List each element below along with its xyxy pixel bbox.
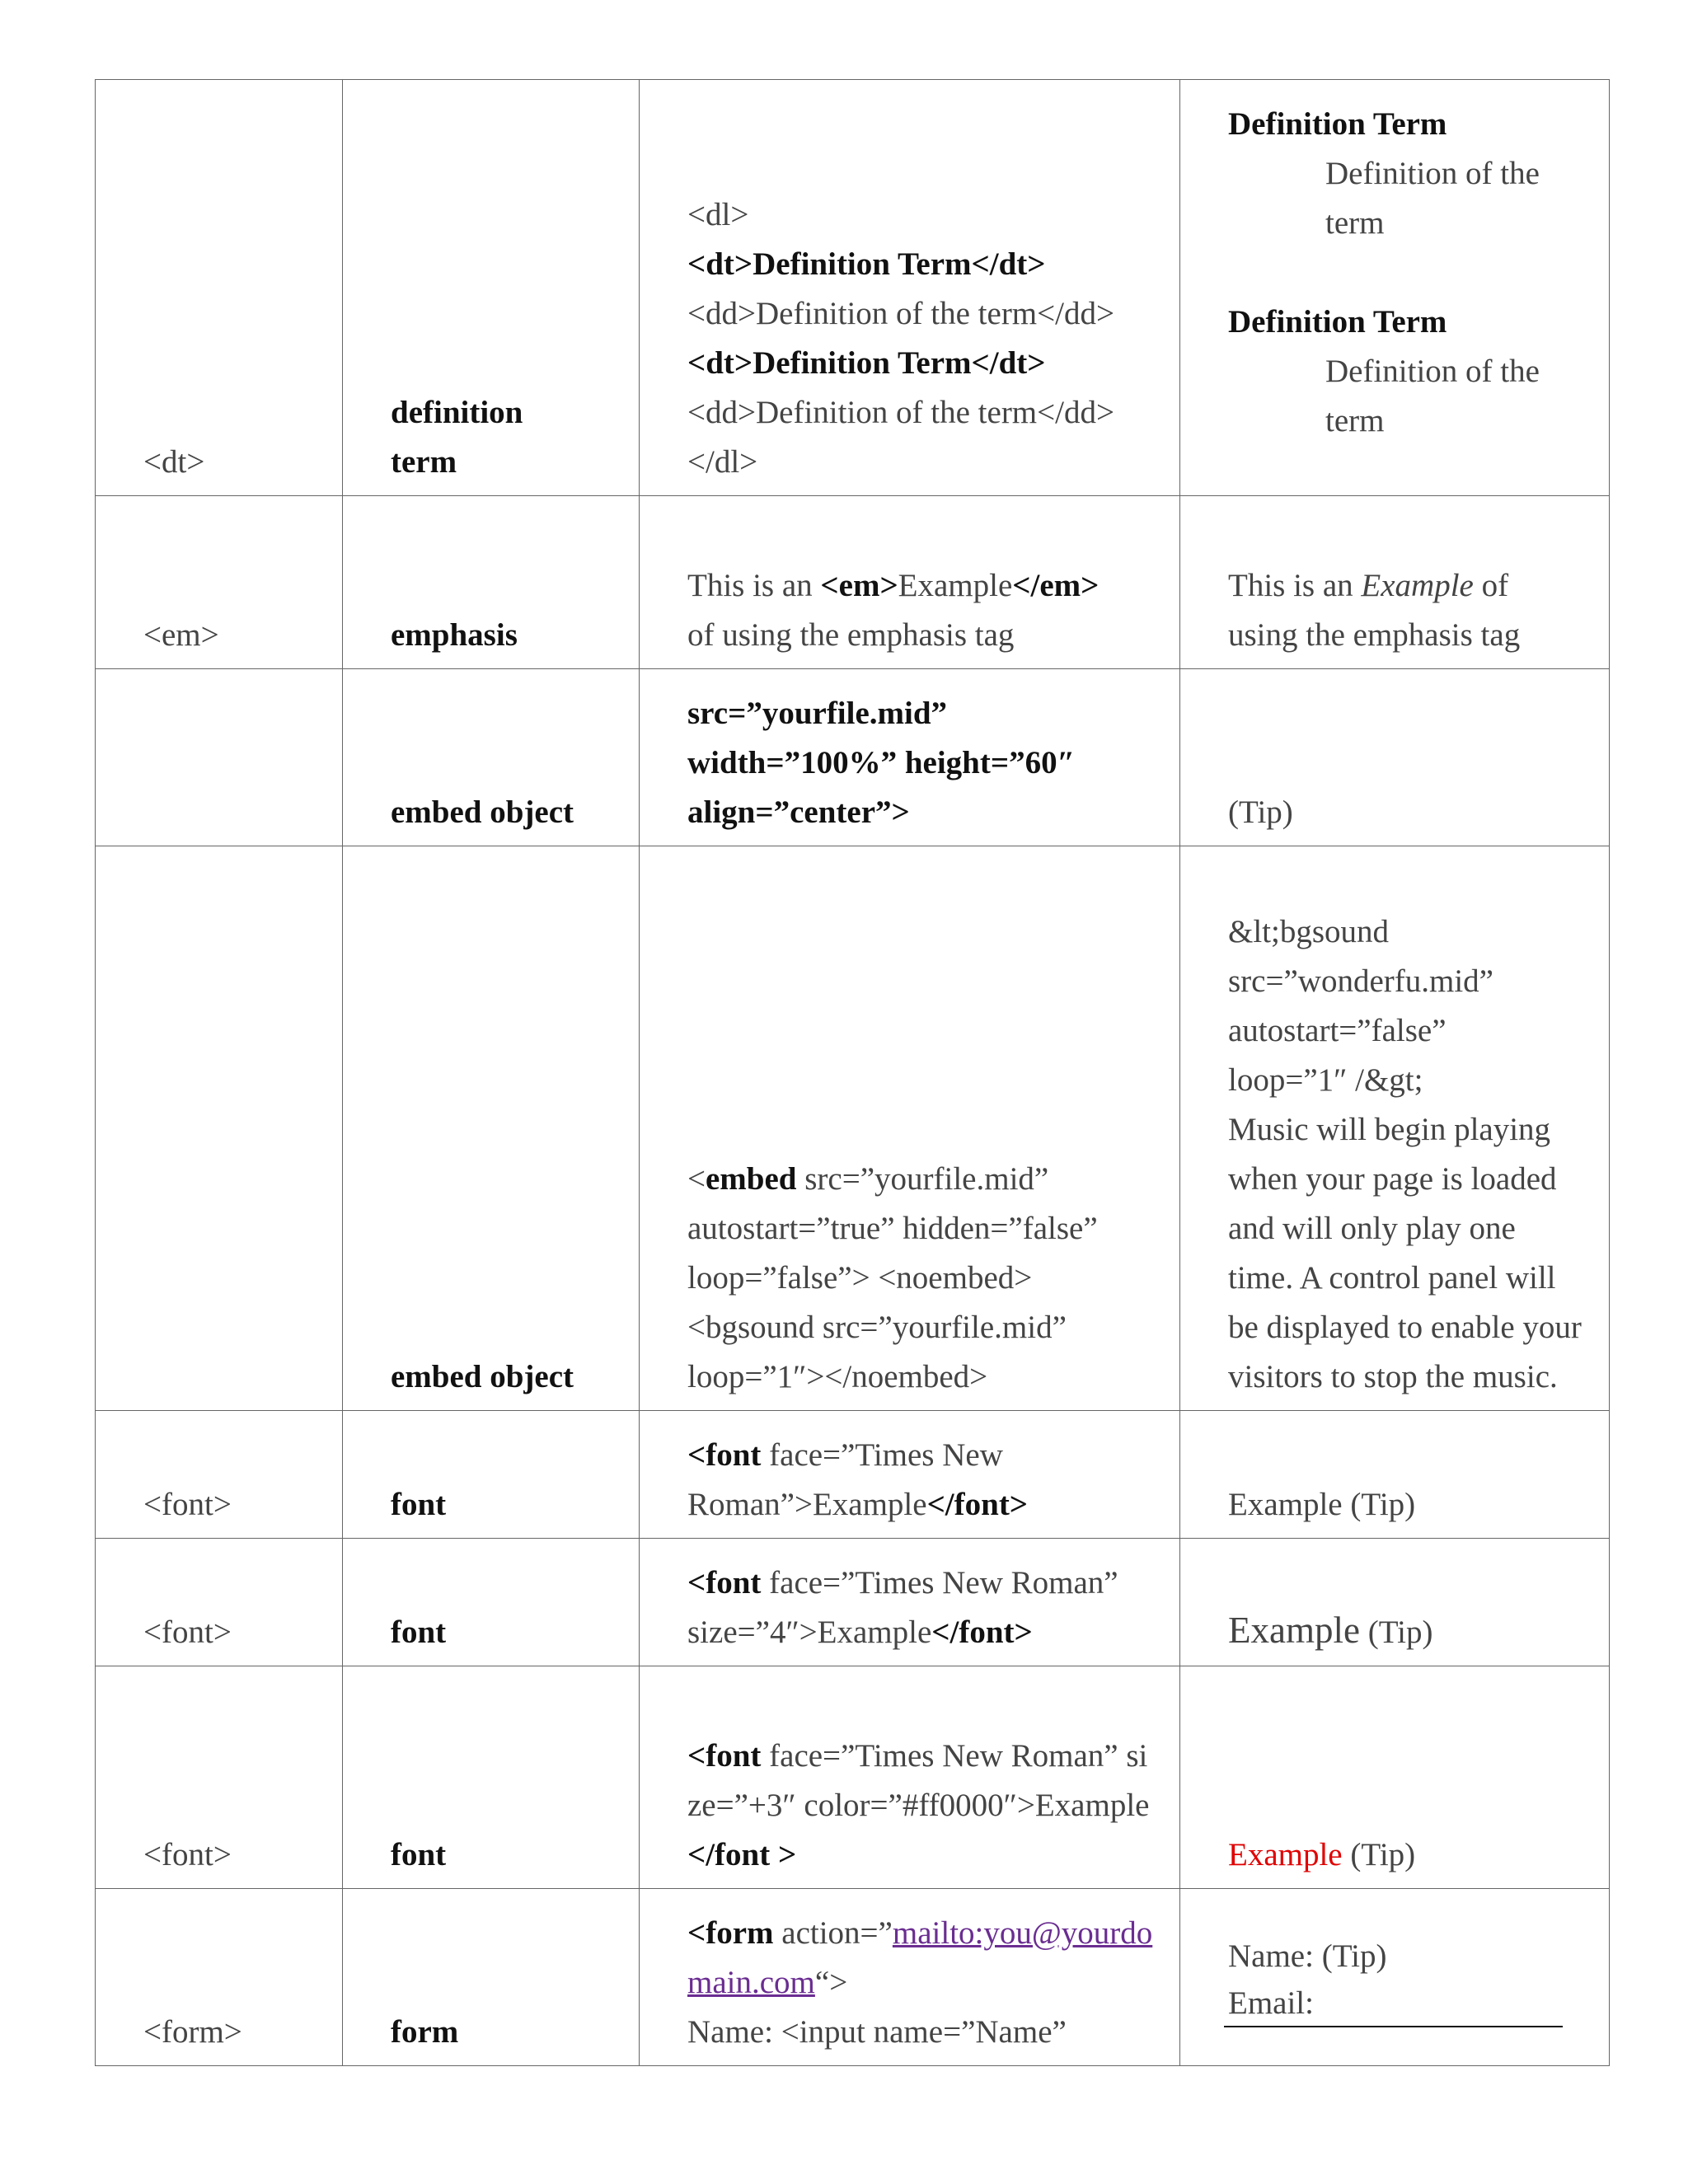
tag-cell bbox=[96, 846, 343, 1411]
code-cell bbox=[640, 1889, 1180, 2066]
form-email-label: Email: bbox=[1228, 1985, 1314, 2021]
code-open-tag: <em> bbox=[820, 568, 898, 603]
code-text: src=”yourfile.mid” autostart=”true” hidden=”false” loop=”false”> <noembed><bgsound src=”yourfile.mid” loop=”1″></noembed> bbox=[687, 1161, 1098, 1394]
code-line: </dl> bbox=[687, 444, 758, 480]
tag-cell: <dt> bbox=[96, 80, 343, 496]
name-cell: embed object bbox=[343, 846, 640, 1411]
name-cell: emphasis bbox=[343, 496, 640, 669]
code-open-tag: <font bbox=[687, 1437, 762, 1473]
code-text: action=” bbox=[773, 1915, 893, 1951]
result-cell bbox=[1180, 496, 1610, 669]
code-cell bbox=[640, 496, 1180, 669]
code-line: <dt>Definition Term</dt> bbox=[687, 345, 1046, 381]
code-text: face=”Times New Roman” size=”+3″ color=”#ff0000″>Example bbox=[687, 1738, 1150, 1823]
table-row bbox=[96, 1889, 1610, 2066]
definition-term: Definition Term bbox=[1228, 106, 1447, 142]
name-cell: definition term bbox=[343, 80, 640, 496]
table-row bbox=[96, 669, 1610, 846]
result-line: autostart=”false” bbox=[1228, 1013, 1447, 1048]
tip-link[interactable]: (Tip) bbox=[1342, 1837, 1416, 1872]
code-text: < bbox=[687, 1161, 706, 1197]
name-cell: form bbox=[343, 1889, 640, 2066]
tag-cell bbox=[96, 669, 343, 846]
code-cell bbox=[640, 80, 1180, 496]
result-cell bbox=[1180, 1411, 1610, 1539]
result-text: of using the emphasis tag bbox=[1228, 568, 1521, 653]
code-line: <dl> bbox=[687, 197, 749, 232]
tag-cell: <form> bbox=[96, 1889, 343, 2066]
tag-cell: <em> bbox=[96, 496, 343, 669]
code-line: width=”100%” height=”60″ bbox=[687, 745, 1076, 780]
table-row bbox=[96, 846, 1610, 1411]
code-text: face=”Times New Roman” size=”4″>Example bbox=[687, 1565, 1118, 1650]
table-row bbox=[96, 1539, 1610, 1666]
code-line: align=”center”> bbox=[687, 794, 910, 830]
html-tag-reference-table bbox=[95, 79, 1610, 2066]
definition-description: Definition of the term bbox=[1325, 156, 1540, 241]
font-example: Example bbox=[1228, 1610, 1360, 1651]
code-close-tag: </font> bbox=[926, 1487, 1029, 1522]
result-line: &lt;bgsound bbox=[1228, 914, 1390, 949]
code-line: Name: <input name=”Name” bbox=[687, 2014, 1067, 2050]
code-text: “> bbox=[814, 1965, 848, 2000]
result-cell bbox=[1180, 1889, 1610, 2066]
mailto-link[interactable]: mailto:you@yourdomain.com bbox=[687, 1915, 1153, 2000]
code-cell bbox=[640, 1666, 1180, 1889]
table-row bbox=[96, 496, 1610, 669]
tip-link[interactable]: (Tip) bbox=[1342, 1487, 1416, 1522]
table-row bbox=[96, 1666, 1610, 1889]
result-cell bbox=[1180, 846, 1610, 1411]
code-close-tag: </font> bbox=[931, 1615, 1033, 1650]
code-open-tag: <font bbox=[687, 1738, 762, 1774]
code-open-tag: <font bbox=[687, 1565, 762, 1601]
tag-cell: <font> bbox=[96, 1539, 343, 1666]
result-emphasis: Example bbox=[1361, 568, 1474, 603]
code-cell bbox=[640, 669, 1180, 846]
code-text: of using the emphasis tag bbox=[687, 617, 1015, 653]
code-line: <dd>Definition of the term</dd> bbox=[687, 296, 1114, 331]
code-keyword: embed bbox=[706, 1161, 797, 1197]
definition-term: Definition Term bbox=[1228, 304, 1447, 340]
code-cell bbox=[640, 1539, 1180, 1666]
code-line: <dt>Definition Term</dt> bbox=[687, 246, 1046, 282]
result-cell bbox=[1180, 1539, 1610, 1666]
code-line: src=”yourfile.mid” bbox=[687, 696, 948, 731]
name-cell: embed object bbox=[343, 669, 640, 846]
tag-cell: <font> bbox=[96, 1411, 343, 1539]
font-example: Example bbox=[1228, 1487, 1343, 1522]
code-cell bbox=[640, 846, 1180, 1411]
code-text: Example bbox=[898, 568, 1013, 603]
code-text: This is an bbox=[687, 568, 821, 603]
tip-link[interactable]: (Tip) bbox=[1359, 1615, 1433, 1650]
code-close-tag: </font > bbox=[687, 1837, 797, 1872]
name-cell: font bbox=[343, 1666, 640, 1889]
name-cell: font bbox=[343, 1411, 640, 1539]
result-cell bbox=[1180, 80, 1610, 496]
table-row bbox=[96, 1411, 1610, 1539]
form-name-label: Name: (Tip) bbox=[1228, 1938, 1387, 1974]
result-paragraph: Music will begin playing when your page is loaded and will only play one time. A control panel will be displayed to enable your visitors to stop the music. bbox=[1228, 1112, 1582, 1394]
definition-description: Definition of the term bbox=[1325, 354, 1540, 438]
code-close-tag: </em> bbox=[1012, 568, 1100, 603]
result-cell bbox=[1180, 1666, 1610, 1889]
result-cell: (Tip) bbox=[1180, 669, 1610, 846]
tag-cell: <font> bbox=[96, 1666, 343, 1889]
result-line: src=”wonderfu.mid” bbox=[1228, 963, 1493, 999]
code-open-tag: <form bbox=[687, 1915, 774, 1951]
name-cell: font bbox=[343, 1539, 640, 1666]
table-row bbox=[96, 80, 1610, 496]
font-example-red: Example bbox=[1228, 1837, 1343, 1872]
code-line: <dd>Definition of the term</dd> bbox=[687, 395, 1114, 430]
result-text: This is an bbox=[1228, 568, 1362, 603]
code-text: face=”Times New Roman”>Example bbox=[687, 1437, 1003, 1522]
form-email-field[interactable] bbox=[1224, 1981, 1563, 2027]
result-line: loop=”1″ /&gt; bbox=[1228, 1062, 1423, 1098]
code-cell bbox=[640, 1411, 1180, 1539]
